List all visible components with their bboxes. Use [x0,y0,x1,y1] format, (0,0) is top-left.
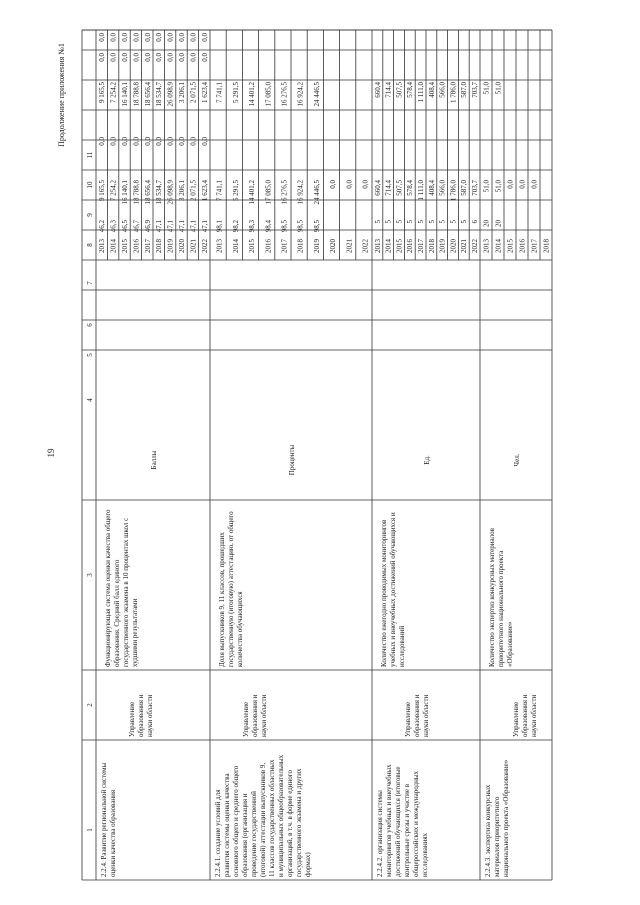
value-col9: 1 623,4 [200,82,209,103]
value-col10: 0,0 [178,53,187,62]
event-name-line: контрольные срезы и участие в [403,783,411,877]
year-cell: 2021 [345,239,354,253]
year-cell: 2022 [200,239,209,253]
indicator-name [218,511,244,667]
value-col7: 24 446,5 [312,180,321,205]
year-cell: 2019 [312,239,321,253]
value-col6: 5 [373,220,382,224]
value-col7: 7 741,1 [215,180,224,201]
value-col7: 0,0 [530,180,539,189]
year-cell: 2020 [178,239,187,253]
year-cell: 2021 [189,239,198,253]
value-col6: 98,4 [264,220,273,233]
value-col6: 98,5 [296,220,305,233]
value-col10: 0,0 [132,53,141,62]
indicator-name-line: Доля выпускников 9, 11 классов, прошедших [218,532,226,667]
value-col7: 0,0 [361,180,370,189]
value-col11: 0,0 [155,33,164,42]
value-col9: 5 291,5 [231,82,240,103]
year-cell: 2013 [98,239,107,253]
value-col7: 9 165,5 [98,180,107,201]
value-col9: 17 085,0 [264,82,273,107]
event-name-line: достижений обучающихся (итоговые [394,766,402,877]
event-name-line: национального проекта «Образование» [502,759,510,877]
event-name-line: 2.2.4.1. создание условий для [214,789,222,877]
value-col7: 16 140,1 [121,180,130,205]
year-cell: 2020 [449,239,458,253]
value-col7: 26 098,9 [166,180,175,205]
year-cell: 2017 [143,239,152,253]
value-col6: 98,3 [248,220,257,233]
value-col6: 98,5 [312,220,321,233]
year-cell: 2017 [530,239,539,253]
year-cell: 2014 [384,239,393,253]
year-cell: 2019 [438,239,447,253]
value-col9: 1 786,0 [449,82,458,103]
year-cell: 2018 [427,239,436,253]
executor-name-line: Управление [404,701,412,737]
value-col6: 5 [460,220,469,224]
value-col9: 507,5 [395,82,404,98]
value-col7: 660,4 [373,180,382,196]
value-col9: 2 071,5 [189,82,198,103]
value-col9: 16 276,5 [280,82,289,107]
value-col9: 18 788,8 [132,82,141,107]
executor-name-line: Управление [128,701,136,737]
value-col8: 0,0 [178,137,187,146]
executor-name-line: образования и [413,694,421,737]
event-name-line: 2.2.4.2. организация системы [376,790,384,877]
executor-name-line: образования и [137,694,145,737]
column-number-5: 5 [86,353,94,357]
value-col7: 507,5 [395,180,404,196]
year-cell: 2016 [406,239,415,253]
event-name-line: основного общего и среднего общего [232,765,240,877]
value-col9: 1 111,0 [416,82,425,103]
value-col6: 5 [427,220,436,224]
value-col6: 98,1 [215,220,224,233]
value-col7: 17 085,0 [264,180,273,205]
value-col8: 0,0 [132,137,141,146]
value-col7: 3 206,1 [178,180,187,201]
value-col10: 0,0 [155,53,164,62]
value-col8: 0,0 [155,137,164,146]
value-col9: 566,0 [438,82,447,98]
event-name [376,764,429,877]
value-col11: 0,0 [200,33,209,42]
value-col11: 0,0 [166,33,175,42]
executor-name [242,694,268,737]
appendix-note: Продолжение приложения №1 [57,43,66,147]
year-cell: 2016 [518,239,527,253]
value-col9: 16 140,1 [121,82,130,107]
value-col6: 20 [482,220,491,227]
value-col7: 587,0 [460,180,469,196]
value-col7: 5 291,5 [231,180,240,201]
value-col7: 408,4 [427,180,436,196]
value-col10: 0,0 [189,53,198,62]
indicator-name-line: худшими результатами [131,598,139,667]
value-col11: 0,0 [121,33,130,42]
unit-cell: Ед. [423,455,431,465]
value-col9: 703,7 [470,82,479,98]
year-cell: 2015 [395,239,404,253]
column-number-2: 2 [86,703,94,707]
value-col7: 0,0 [345,180,354,189]
column-number-1: 1 [86,828,94,832]
column-number-7: 7 [86,281,94,285]
value-col11: 0,0 [98,33,107,42]
event-name-line: образования (организация и [241,793,249,877]
page-number: 19 [46,448,56,458]
value-col7: 1 786,0 [449,180,458,201]
value-col10: 0,0 [98,53,107,62]
value-col6: 5 [449,220,458,224]
value-col7: 1 623,4 [200,180,209,201]
value-col9: 18 534,7 [155,82,164,107]
value-col7: 0,0 [506,180,515,189]
executor-name [128,694,154,737]
column-number-6: 6 [86,323,94,327]
executor-name-line: образования и [521,694,529,737]
value-col7: 2 071,5 [189,180,198,201]
year-cell: 2022 [470,239,479,253]
value-col11: 0,0 [132,33,141,42]
event-name-line: 2.2.4.3. экспертиза конкурсных [484,784,492,877]
year-cell: 2014 [231,239,240,253]
value-col10: 0,0 [143,53,152,62]
event-name-line: формах) [304,852,312,877]
value-col8: 0,0 [189,137,198,146]
year-cell: 2020 [329,239,338,253]
value-col11: 0,0 [189,33,198,42]
executor-name-line: науки области [530,694,538,737]
indicator-name-line: образования. Средний балл единого [113,559,121,667]
column-number-4: 4 [86,398,94,402]
event-name-line: 2.2.4. Развитие региональной системы [100,762,108,877]
executor-name-line: образования и [251,694,259,737]
value-col7: 7 254,2 [109,180,118,201]
event-name-line: развития системы оценки качества [223,773,231,877]
indicator-name [104,509,139,667]
value-col9: 714,4 [384,82,393,98]
event-name-line: и муниципальных общеобразовательных [277,754,285,877]
value-col8: 0,0 [98,137,107,146]
year-cell: 2018 [155,239,164,253]
value-col9: 408,4 [427,82,436,98]
indicator-name-line: Количество экспертиз конкурсных материалов [488,528,496,667]
event-name [484,759,510,877]
indicator-name-line: Функционирующая система оценки качества общего [104,509,112,667]
value-col9: 51,0 [482,82,491,95]
value-col11: 0,0 [178,33,187,42]
year-cell: 2016 [132,239,141,253]
event-name [214,754,312,877]
year-cell: 2018 [542,239,551,253]
value-col7: 0,0 [518,180,527,189]
value-col8: 0,0 [143,137,152,146]
executor-name-line: науки области [260,694,268,737]
value-col9: 660,4 [373,82,382,98]
executor-name [512,694,538,737]
event-name-line: (итоговой) аттестации выпускников 9, [259,762,267,877]
value-col7: 16 276,5 [280,180,289,205]
indicator-name-line: государственного экзамена в 10 процентах школ с [122,517,130,667]
event-name-line: общероссийских и международных [412,770,420,877]
value-col7: 18 656,4 [143,180,152,205]
value-col6: 5 [406,220,415,224]
year-cell: 2022 [361,239,370,253]
value-col6: 5 [384,220,393,224]
event-name-line: мониторингов учебных и внеучебных [385,764,393,877]
year-cell: 2013 [373,239,382,253]
value-col9: 7 741,1 [215,82,224,103]
value-col7: 566,0 [438,180,447,196]
value-col6: 47,1 [155,220,164,233]
unit-cell: Чел. [513,453,521,467]
year-cell: 2021 [460,239,469,253]
value-col7: 18 788,8 [132,180,141,205]
year-cell: 2013 [482,239,491,253]
value-col10: 0,0 [121,53,130,62]
value-col9: 578,4 [406,82,415,98]
column-number-3: 3 [86,573,94,577]
value-col7: 714,4 [384,180,393,196]
year-cell: 2017 [416,239,425,253]
value-col7: 16 924,2 [296,180,305,205]
data-table [86,33,551,878]
executor-name-line: Управление [242,701,250,737]
indicator-name-line: «Образование» [506,621,514,667]
value-col6: 5 [438,220,447,224]
value-col9: 26 098,9 [166,82,175,107]
value-col7: 18 534,7 [155,180,164,205]
year-cell: 2018 [296,239,305,253]
year-cell: 2013 [215,239,224,253]
value-col9: 51,0 [494,82,503,95]
year-cell: 2014 [109,239,118,253]
executor-name-line: науки области [422,694,430,737]
value-col7: 703,7 [470,180,479,196]
event-name [100,762,117,877]
event-name-line: материалов приоритетного [493,796,501,877]
value-col9: 587,0 [460,82,469,98]
value-col9: 16 924,2 [296,82,305,107]
value-col6: 98,2 [231,220,240,233]
year-cell: 2015 [248,239,257,253]
event-name-line: государственного экзамена и других [295,768,303,877]
year-cell: 2014 [494,239,503,253]
value-col9: 18 656,4 [143,82,152,107]
value-col7: 14 401,2 [248,180,257,205]
year-cell: 2016 [264,239,273,253]
event-name-line: 11 классов государственных областных [268,759,276,877]
unit-cell: Проценты [288,444,296,476]
value-col6: 46,7 [132,220,141,233]
indicator-name-line: исследований [398,625,406,667]
year-cell: 2015 [506,239,515,253]
value-col8: 0,0 [109,137,118,146]
event-name-line: проведение государственной [250,791,258,877]
value-col8: 0,0 [166,137,175,146]
unit-cell: Баллы [150,450,158,470]
indicator-name-line: учебных и внеучебных достижений обучающихся и [389,512,397,667]
value-col6: 47,1 [178,220,187,233]
value-col7: 0,0 [329,180,338,189]
value-col8: 0,0 [200,137,209,146]
executor-name [404,694,430,737]
column-number-11: 11 [86,151,94,159]
value-col9: 7 254,2 [109,82,118,103]
value-col11: 0,0 [109,33,118,42]
event-name-line: оценки качества образования [109,789,117,877]
value-col10: 0,0 [109,53,118,62]
value-col9: 24 446,5 [312,82,321,107]
year-cell: 2017 [280,239,289,253]
column-number-10: 10 [86,181,94,189]
column-number-9: 9 [86,213,94,217]
executor-name-line: науки области [146,694,154,737]
indicator-name-line: количества обучающихся [236,591,244,667]
event-name-line: организаций, в т.ч. в форме единого [286,770,294,877]
value-col7: 51,0 [494,180,503,193]
column-number-8: 8 [86,243,94,247]
value-col6: 47,1 [200,220,209,233]
value-col6: 20 [494,220,503,227]
indicator-name [488,527,514,667]
value-col6: 5 [416,220,425,224]
value-col10: 0,0 [166,53,175,62]
value-col8: 0,0 [121,137,130,146]
value-col6: 6 [470,220,479,224]
value-col7: 578,4 [406,180,415,196]
value-col6: 46,9 [143,220,152,233]
value-col6: 47,1 [166,220,175,233]
event-name-line: исследованиях [421,832,429,877]
value-col7: 51,0 [482,180,491,193]
indicator-name-line: государственную (итоговую) аттестацию, от общего [227,511,235,667]
executor-name-line: Управление [512,701,520,737]
value-col6: 46,3 [109,220,118,233]
indicator-name [380,512,406,667]
indicator-name-line: Количество ежегодно проводимых мониторингов [380,519,388,667]
value-col6: 47,1 [189,220,198,233]
value-col6: 98,5 [280,220,289,233]
value-col6: 5 [395,220,404,224]
value-col7: 1 111,0 [416,180,425,201]
value-col9: 14 401,2 [248,82,257,107]
year-cell: 2019 [166,239,175,253]
value-col9: 9 165,5 [98,82,107,103]
value-col9: 3 206,1 [178,82,187,103]
value-col6: 46,5 [121,220,130,233]
year-cell: 2015 [121,239,130,253]
value-col6: 46,2 [98,220,107,233]
value-col11: 0,0 [143,33,152,42]
value-col10: 0,0 [200,53,209,62]
indicator-name-line: приоритетного национального проекта [497,550,505,667]
